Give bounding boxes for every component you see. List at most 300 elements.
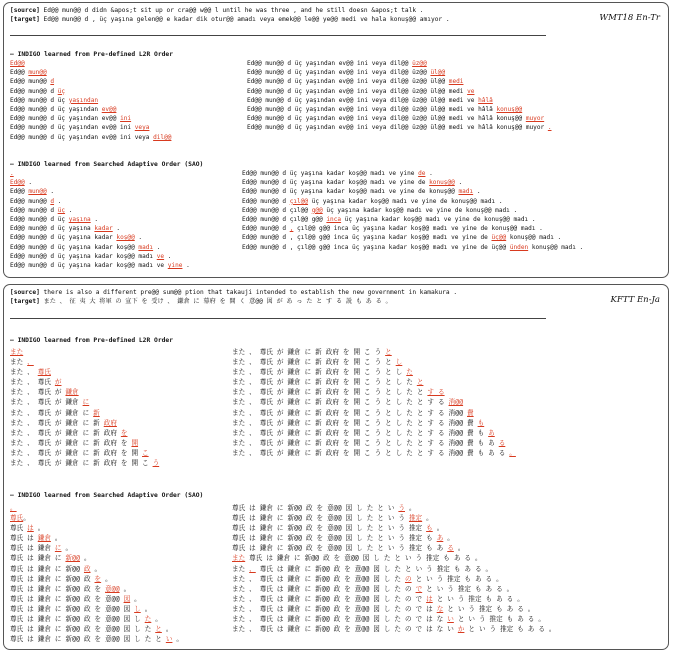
- step-text: 尊氏 は 鎌倉 に 新@@ 政 を 意@@ 図 し た と い う 推定 も あ る 。: [255, 564, 493, 573]
- step-text: Ed@@ mun@@ d: [242, 225, 290, 233]
- right-step: [247, 88, 474, 95]
- left-step: [10, 583, 130, 593]
- decode-step-row: [10, 427, 664, 437]
- decode-step-row: [10, 207, 664, 216]
- decode-step-row: [10, 356, 664, 366]
- right-step: [242, 188, 481, 195]
- step-text: .: [182, 261, 190, 269]
- inserted-token: üç: [57, 206, 66, 214]
- step-text: Ed@@: [10, 69, 29, 77]
- step-text: また 、 尊氏 が 鎌倉: [10, 398, 83, 407]
- decode-step-row: [10, 396, 664, 406]
- right-step: [232, 447, 516, 457]
- inserted-token: 尊氏: [10, 514, 24, 523]
- left-step: [10, 522, 44, 532]
- inserted-token: う: [152, 459, 160, 468]
- right-step: [232, 417, 484, 427]
- step-text: 尊氏 は 鎌倉 に 新@@ 政 を: [10, 584, 106, 593]
- inserted-token: konuş@@: [429, 179, 455, 187]
- right-step: [232, 593, 524, 603]
- step-text: 。: [119, 584, 131, 593]
- panel-tag: WMT18 En-Tr: [599, 13, 660, 23]
- step-text: .: [454, 179, 463, 187]
- step-text: Ed@@ mun@@ d , çıl@@ g@@ inca üç yaşına kadar koş@@ madı ve yine de: [242, 234, 492, 242]
- target-line: [10, 15, 558, 24]
- step-text: また 、 尊氏 は 鎌倉 に 新@@ 政 を 意@@ 図 し た の で: [232, 594, 427, 603]
- step-text: Ed@@ mun@@ d üç yaşına: [10, 225, 95, 233]
- step-text: Ed@@ mun@@ d üç yaşından ev@@ ini veya dil@@ üz@@ ül@@: [247, 78, 449, 86]
- right-step: [247, 115, 544, 122]
- step-text: また 、 尊氏 が 鎌倉 に 新 政府 を 開 こ う と し た と す る 消@@: [232, 408, 468, 417]
- right-step: [242, 234, 561, 241]
- step-text: Ed@@ mun@@ d üç yaşından ev@@ ini veya dil@@: [247, 60, 413, 67]
- inserted-token: 政: [83, 564, 91, 573]
- step-text: üç yaşına kadar koş@@ madı ve yine de konuş@@ madı .: [308, 197, 503, 205]
- step-text: また 、 尊氏 が 鎌倉 に 新 政府 を: [10, 438, 132, 447]
- decode-step-row: [10, 216, 664, 225]
- inserted-token: 推定: [408, 514, 423, 523]
- decode-step-row: [10, 188, 664, 197]
- step-text: çıl@@ g@@ inca üç yaşına kadar koş@@ madı ve yine de konuş@@ madı .: [293, 225, 543, 233]
- step-text: Ed@@ mun@@ d: [242, 197, 290, 205]
- left-step: [10, 447, 149, 457]
- left-step: [10, 512, 30, 522]
- step-text: また 、 尊氏 が 鎌倉 に 新 政府 を 開: [10, 448, 143, 457]
- target-line: [10, 297, 558, 306]
- inserted-token: あ: [436, 534, 444, 543]
- decode-step-row: [10, 262, 664, 271]
- inserted-token: 。: [509, 448, 516, 457]
- left-step: [10, 97, 98, 104]
- step-text: 。: [90, 564, 102, 573]
- target-text: Ed@@ mun@@ d , üç yaşına gelen@@ e kadar dik otur@@ amadı veya emek@@ le@@ ye@@ medi ve hala konuş@@ amıyor .: [43, 16, 450, 23]
- inserted-token: は: [426, 594, 433, 603]
- inserted-token: 政府: [103, 418, 117, 427]
- right-step: [247, 60, 427, 67]
- inserted-token: .: [547, 124, 552, 132]
- step-text: と い う 推定 も あ る 。: [432, 594, 524, 603]
- step-text: また 、 尊氏 が 鎌倉 に 新 政府: [10, 428, 121, 437]
- step-text: Ed@@ mun@@ d üç yaşından ev@@ ini veya: [10, 133, 154, 141]
- step-text: また: [232, 564, 250, 573]
- step-text: 尊氏 は 鎌倉 に 新@@ 政 を 意@@ 図 し: [10, 615, 145, 624]
- right-step: [232, 502, 416, 512]
- inserted-token: い: [447, 615, 454, 624]
- step-text: Ed@@ mun@@ d üç yaşından ev@@: [10, 115, 121, 123]
- step-text: üç yaşına kadar koş@@ madı ve yine de konuş@@ madı .: [322, 206, 518, 214]
- step-text: また 、 尊氏: [10, 378, 55, 387]
- source-label: [source]: [10, 289, 40, 296]
- right-step: [232, 376, 423, 386]
- left-step: [10, 188, 54, 195]
- inserted-token: 意@@: [105, 584, 120, 593]
- step-text: Ed@@ mun@@ d üç: [10, 215, 69, 223]
- step-text: また 、 尊氏 が 鎌倉 に 新: [10, 418, 104, 427]
- left-step: [10, 376, 61, 386]
- step-text: .: [46, 188, 55, 196]
- step-text: また 、 尊氏 が 鎌倉 に: [10, 408, 94, 417]
- inserted-token: ev@@: [101, 105, 117, 113]
- inserted-token: Ed@@: [10, 179, 25, 187]
- left-step: [10, 593, 141, 603]
- decode-step-row: [10, 366, 664, 376]
- step-text: Ed@@ mun@@ d üç yaşına kadar koş@@ madı ve yine de: [242, 179, 430, 187]
- step-text: 尊氏 は 鎌倉 に 新@@ 政 を 意@@ 図: [10, 604, 135, 613]
- step-text: また 、 尊氏 が 鎌倉 に 新 政府 を 開 こ う と し た と す る: [232, 398, 449, 407]
- right-step: [232, 603, 534, 613]
- left-step: [10, 60, 25, 67]
- decode-step-row: [10, 88, 664, 97]
- sao-section-title: — INDIGO learned from Searched Adaptive Order (SAO): [10, 161, 204, 168]
- inserted-token: に: [82, 398, 90, 407]
- decode-step-row: [10, 603, 664, 613]
- decode-step-row: [10, 115, 664, 124]
- inserted-token: dil@@: [153, 133, 172, 141]
- decode-step-row: [10, 457, 664, 467]
- step-text: Ed@@ mun@@ d üç yaşına kadar: [10, 234, 117, 242]
- inserted-token: 尊氏: [37, 368, 51, 377]
- sao-rows: [10, 502, 664, 643]
- decode-step-row: [10, 522, 664, 532]
- right-step: [247, 78, 463, 85]
- inserted-token: koş@@: [116, 234, 135, 242]
- step-text: また 、 尊氏 が 鎌倉 に 新 政府 を 開 こ う と し た と: [232, 388, 428, 397]
- decode-step-row: [10, 633, 664, 643]
- step-text: また: [10, 358, 28, 367]
- panel-tag: KFTT En-Ja: [610, 295, 660, 305]
- left-step: [10, 386, 79, 396]
- divider: [10, 318, 546, 319]
- inserted-token: を: [94, 574, 102, 583]
- right-step: [242, 179, 462, 186]
- source-label: [source]: [10, 7, 40, 14]
- step-text: 尊氏 は 鎌倉: [10, 544, 55, 553]
- inserted-token: な: [436, 604, 444, 613]
- inserted-token: も: [477, 418, 485, 427]
- decode-step-row: [10, 386, 664, 396]
- left-step: [10, 244, 160, 251]
- step-text: 尊氏 は 鎌倉 に: [10, 554, 66, 563]
- inserted-token: に: [54, 544, 62, 553]
- inserted-token: ve: [467, 87, 475, 95]
- right-step: [247, 124, 552, 131]
- inserted-token: .: [10, 170, 14, 177]
- inserted-token: kadar: [94, 225, 113, 233]
- step-text: Ed@@ mun@@ d üç yaşından ev@@ ini: [10, 124, 135, 132]
- inserted-token: で: [415, 584, 423, 593]
- inserted-token: と: [155, 625, 162, 634]
- left-step: [10, 225, 120, 232]
- inserted-token: ini: [120, 115, 132, 123]
- decode-step-row: [10, 179, 664, 188]
- step-text: 。: [33, 524, 45, 533]
- step-text: .: [164, 252, 172, 260]
- step-text: 。: [453, 544, 465, 553]
- decode-step-row: [10, 124, 664, 133]
- right-step: [232, 532, 454, 542]
- step-text: 。: [443, 534, 454, 543]
- left-step: [10, 262, 190, 269]
- decode-step-row: [10, 244, 664, 253]
- inserted-token: 鎌倉: [65, 388, 79, 397]
- step-text: 。: [405, 504, 416, 512]
- step-text: 尊氏 は 鎌倉 に 新@@ 政: [10, 574, 95, 583]
- inserted-token: 図: [123, 594, 131, 603]
- wmt18-panel: [3, 2, 669, 278]
- step-text: .: [24, 179, 33, 187]
- left-step: [10, 198, 61, 205]
- divider: [10, 35, 546, 36]
- inserted-token: hâlâ: [478, 96, 493, 104]
- decode-step-row: [10, 198, 664, 207]
- right-step: [242, 225, 543, 232]
- target-label: [target]: [10, 298, 40, 305]
- step-text: 尊氏 は 鎌倉 に 新@@: [10, 564, 84, 573]
- left-step: [10, 78, 54, 85]
- left-step: [10, 623, 172, 633]
- inserted-token: mun@@: [28, 69, 47, 77]
- kftt-panel: [3, 284, 669, 650]
- inserted-token: medi: [448, 78, 464, 86]
- left-step: [10, 106, 116, 113]
- step-text: 尊氏 は 鎌倉 に 新@@ 政 を 意@@ 図 し た と: [10, 635, 166, 644]
- inserted-token: 新@@: [65, 554, 80, 563]
- left-step: [10, 417, 117, 427]
- left-step: [10, 542, 72, 552]
- step-text: .: [473, 188, 481, 196]
- right-step: [232, 427, 495, 437]
- step-text: 尊氏: [10, 524, 28, 533]
- decode-step-row: [10, 532, 664, 542]
- inserted-token: る: [447, 544, 454, 553]
- inserted-token: る: [498, 438, 506, 447]
- inserted-token: また: [10, 348, 24, 356]
- right-step: [232, 522, 443, 532]
- inserted-token: 開: [131, 438, 139, 447]
- left-step: [10, 563, 101, 573]
- inserted-token: か: [457, 625, 465, 634]
- inserted-token: あ: [488, 428, 495, 437]
- step-text: 。: [432, 524, 444, 533]
- left-step: [10, 69, 47, 76]
- left-step: [10, 427, 127, 437]
- target-text: また 、 征 夷 大 将軍 の 宣下 を 受け 、 鎌倉 に 幕府 を 開 く 意@@ 図 が あ っ た と す る 説 も あ る 。: [43, 298, 392, 305]
- inserted-token: も: [426, 524, 433, 533]
- step-text: .: [425, 170, 433, 177]
- step-text: 。: [140, 604, 152, 613]
- step-text: 尊氏 は 鎌倉 に 新@@ 政 を 意@@: [10, 594, 124, 603]
- step-text: 。: [101, 574, 112, 583]
- decode-step-row: [10, 407, 664, 417]
- source-line: [10, 6, 558, 15]
- step-text: Ed@@ mun@@ d üç yaşından ev@@ ini veya dil@@ üz@@: [247, 69, 431, 77]
- decode-step-row: [10, 253, 664, 262]
- inserted-token: の: [405, 574, 412, 583]
- step-text: Ed@@: [10, 188, 29, 196]
- decode-step-row: [10, 583, 664, 593]
- inserted-token: い: [165, 635, 173, 644]
- inserted-token: ve: [156, 252, 165, 260]
- inserted-token: üz@@: [412, 60, 427, 67]
- step-text: .: [90, 215, 99, 223]
- inserted-token: üç@@: [491, 234, 507, 242]
- inserted-token: de: [418, 170, 426, 177]
- decode-step-row: [10, 234, 664, 243]
- source-text: there is also a different pre@@ sum@@ ption that takauji intended to establish the new government in kamakura .: [43, 289, 458, 296]
- step-text: 。: [151, 615, 162, 624]
- right-step: [232, 613, 545, 623]
- inserted-token: ül@@: [430, 69, 446, 77]
- step-text: .: [112, 225, 121, 233]
- inserted-token: madı: [138, 243, 154, 251]
- decode-step-row: [10, 134, 664, 143]
- inserted-token: す る: [427, 388, 445, 397]
- decode-step-row: [10, 623, 664, 633]
- step-text: .: [65, 206, 73, 214]
- step-text: 。: [80, 554, 91, 563]
- step-text: また 、 尊氏 が 鎌倉 に 新 政府 を 開 こ う と し た と す る 消@@ 費: [232, 418, 478, 427]
- inserted-token: yaşına: [68, 215, 91, 223]
- inserted-token: う: [398, 504, 405, 512]
- step-text: と い う 推定 も あ る 。: [453, 615, 545, 624]
- right-step: [242, 207, 517, 214]
- step-text: 。: [50, 534, 62, 543]
- step-text: Ed@@ mun@@ d: [10, 87, 58, 95]
- right-step: [232, 437, 505, 447]
- step-text: 尊氏 は 鎌倉 に 新@@ 政 を 意@@ 図 し た と い う 推定: [232, 524, 427, 533]
- step-text: また 、 尊氏 が 鎌倉 に 新 政府 を 開 こ う: [232, 348, 386, 356]
- left-step: [10, 170, 14, 177]
- step-text: 尊氏 は 鎌倉 に 新@@ 政 を 意@@ 図 し た と い う 推定 も あ: [232, 544, 448, 553]
- inserted-token: 鎌倉: [37, 534, 51, 543]
- inserted-token: g@@: [311, 206, 323, 214]
- inserted-token: と: [416, 378, 424, 387]
- sao-rows: [10, 170, 664, 271]
- inserted-token: し: [395, 358, 403, 367]
- decode-step-row: [10, 170, 664, 179]
- decode-step-row: [10, 225, 664, 234]
- decode-step-row: [10, 346, 664, 356]
- decode-step-row: [10, 512, 664, 522]
- right-step: [242, 170, 433, 177]
- step-text: 尊氏 は 鎌倉 に 新@@ 政 を 意@@ 図 し た と い う 推定 も あ る 。: [245, 554, 482, 563]
- right-step: [232, 396, 463, 406]
- step-text: また 、 尊氏 が 鎌倉 に 新 政府 を 開 こ う と し た と す る 消@@ 費 も: [232, 428, 489, 437]
- source-line: [10, 288, 558, 297]
- step-text: konuş@@ madı .: [506, 234, 562, 242]
- step-text: Ed@@ mun@@: [10, 78, 51, 86]
- left-step: [10, 134, 171, 141]
- left-step: [10, 124, 149, 131]
- left-step: [10, 573, 112, 583]
- decode-step-row: [10, 376, 664, 386]
- right-step: [232, 542, 464, 552]
- l2r-section-title: — INDIGO learned from Pre-defined L2R Order: [10, 337, 174, 344]
- inserted-token: を: [120, 428, 128, 437]
- step-text: Ed@@ mun@@: [10, 197, 51, 205]
- decode-step-row: [10, 613, 664, 623]
- l2r-rows: [10, 60, 664, 143]
- inserted-token: は: [27, 524, 34, 533]
- inserted-token: yaşından: [68, 96, 99, 104]
- right-step: [242, 216, 536, 223]
- left-step: [10, 179, 32, 186]
- left-step: [10, 207, 72, 214]
- inserted-token: た: [406, 368, 413, 377]
- step-text: また 、 尊氏 は 鎌倉 に 新@@ 政 を 意@@ 図 し た の: [232, 584, 416, 593]
- step-text: üç yaşına kadar koş@@ madı ve yine de konuş@@ madı .: [341, 215, 536, 223]
- inserted-token: こ: [142, 448, 149, 457]
- step-text: Ed@@ mun@@ d üç yaşından ev@@ ini veya dil@@ üz@@ ül@@ medi: [247, 87, 468, 95]
- decode-step-row: [10, 78, 664, 87]
- step-text: Ed@@ mun@@ d üç yaşına kadar koş@@ madı ve: [10, 261, 168, 269]
- step-text: また 、 尊氏 は 鎌倉 に 新@@ 政 を 意@@ 図 し た の で は な: [232, 615, 448, 624]
- step-text: konuş@@ madı .: [528, 243, 584, 251]
- step-text: Ed@@ mun@@ d üç yaşından ev@@ ini veya dil@@ üz@@ ül@@ medi ve hâlâ konuş@@: [247, 115, 526, 123]
- left-step: [10, 234, 142, 241]
- step-text: Ed@@ mun@@ d çıl@@: [242, 206, 312, 214]
- right-step: [232, 583, 513, 593]
- step-text: 尊氏 は: [10, 534, 38, 543]
- step-text: また 、: [10, 368, 38, 377]
- step-text: Ed@@ mun@@ d: [10, 206, 58, 214]
- inserted-token: 新: [93, 408, 100, 417]
- step-text: Ed@@ mun@@ d çıl@@ g@@: [242, 215, 327, 223]
- step-text: 尊氏 は 鎌倉 に 新@@ 政 を 意@@ 図 し た と い: [232, 504, 399, 512]
- inserted-token: 費: [467, 408, 474, 417]
- left-step: [10, 216, 98, 223]
- right-step: [232, 407, 474, 417]
- step-text: .: [54, 197, 62, 205]
- inserted-token: し: [134, 604, 141, 613]
- right-step: [232, 623, 556, 633]
- inserted-token: 、: [27, 358, 34, 367]
- step-text: 。: [172, 635, 184, 644]
- source-text: Ed@@ mun@@ d didn &apos;t sit up or cra@@ w@@ l until he was three , and he still doesn &apos;t talk .: [43, 7, 424, 14]
- inserted-token: た: [144, 615, 152, 624]
- step-text: また 、 尊氏 が 鎌倉 に 新 政府 を 開 こ う と し た と す る 消@@ 費 も あ る: [232, 448, 510, 457]
- step-text: 。: [23, 514, 30, 523]
- inserted-token: が: [54, 378, 62, 387]
- inserted-token: d: [50, 197, 55, 205]
- right-step: [232, 552, 482, 562]
- right-step: [242, 198, 503, 205]
- decode-step-row: [10, 573, 664, 583]
- step-text: Ed@@ mun@@ d üç yaşına kadar koş@@: [10, 243, 139, 251]
- inserted-token: üç: [57, 87, 66, 95]
- left-step: [10, 552, 91, 562]
- left-step: [10, 502, 17, 512]
- decode-step-row: [10, 60, 664, 69]
- right-step: [232, 356, 402, 366]
- left-step: [10, 115, 131, 122]
- step-text: Ed@@ mun@@ d üç yaşından ev@@ ini veya dil@@ üz@@ ül@@ medi ve: [247, 96, 479, 104]
- inserted-token: と: [385, 348, 392, 356]
- inserted-token: çıl@@: [289, 197, 309, 205]
- l2r-section-title: — INDIGO learned from Pre-defined L2R Order: [10, 51, 174, 58]
- inserted-token: d: [50, 78, 55, 86]
- step-text: 。: [130, 594, 141, 603]
- decode-step-row: [10, 97, 664, 106]
- inserted-token: inca: [326, 215, 342, 223]
- decode-step-row: [10, 417, 664, 427]
- inserted-token: yine: [167, 261, 183, 269]
- step-text: また 、 尊氏 が 鎌倉 に 新 政府 を 開 こ う と: [232, 358, 396, 367]
- step-text: Ed@@ mun@@ d üç yaşına kadar koş@@ madı: [10, 252, 157, 260]
- step-text: また 、 尊氏 が 鎌倉 に 新 政府 を 開 こ う と し た: [232, 378, 417, 387]
- inserted-token: muyor: [525, 115, 545, 123]
- right-step: [247, 106, 522, 113]
